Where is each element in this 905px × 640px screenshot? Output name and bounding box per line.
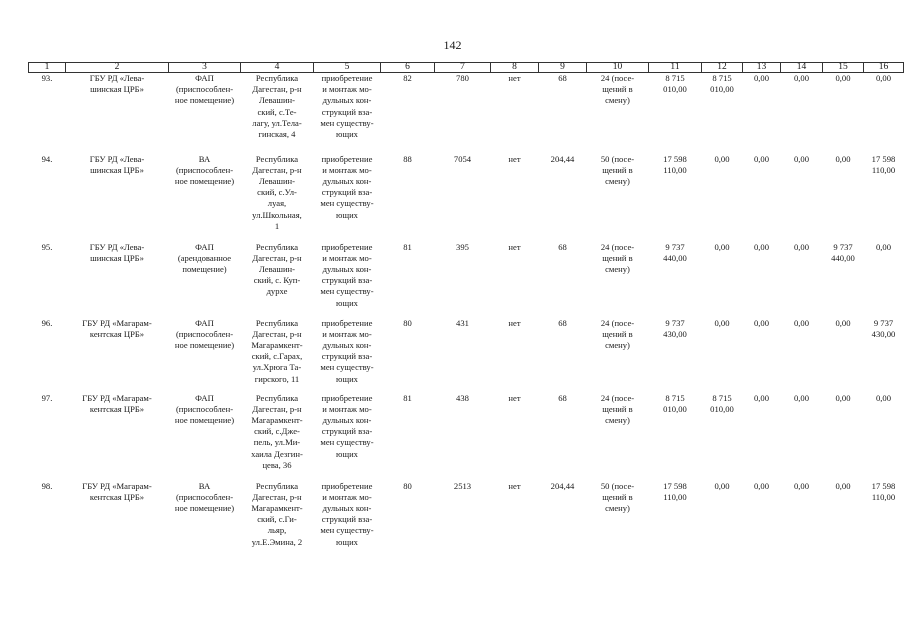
c15-value-line: 0,00: [835, 317, 851, 328]
capacity-line: 24 (посе-: [600, 317, 635, 328]
c12-value-line: 010,00: [710, 84, 734, 95]
facility-type-line: ФАП: [195, 73, 214, 83]
header-row: [29, 63, 904, 73]
capacity-cell: [587, 393, 649, 481]
column-header-5: 5: [314, 63, 381, 73]
capacity-line: щений в: [602, 164, 633, 175]
c6-value-cell: 88: [403, 153, 412, 164]
action-line: приобретение: [321, 392, 373, 403]
address-cell: [241, 393, 314, 481]
address-line: пель, ул.Ми-: [253, 437, 301, 448]
action-line: струкций вза-: [321, 514, 373, 525]
c11-value-cell: [649, 154, 702, 242]
page-number: 142: [443, 38, 462, 52]
capacity-cell: [587, 242, 649, 318]
capacity-line: щений в: [602, 403, 633, 414]
capacity-line: 24 (посе-: [600, 241, 635, 252]
c6-value-cell: 81: [403, 392, 412, 403]
row-number-cell: 94.: [41, 153, 53, 164]
column-header-8: 8: [491, 63, 539, 73]
c11-value-line: 110,00: [663, 164, 687, 175]
address-line: Республика: [255, 241, 299, 252]
c12-value-line: 8 715: [712, 73, 732, 83]
registry-table: [28, 62, 904, 563]
action-cell: [314, 73, 381, 154]
organization-line: шинская ЦРБ»: [90, 84, 144, 95]
address-line: ул.Школьная,: [252, 209, 302, 220]
facility-type-line: (приспособлен-: [175, 403, 234, 414]
address-line: Левашин-: [258, 175, 296, 186]
c15-value-line: 0,00: [835, 480, 851, 491]
action-cell: [314, 242, 381, 318]
address-line: гирского, 11: [254, 373, 300, 384]
action-line: и монтаж мо-: [322, 491, 372, 502]
action-line: мен существу-: [320, 117, 374, 128]
c15-value-cell: [823, 481, 864, 563]
action-line: дульных кон-: [322, 339, 372, 350]
c11-value-cell: [649, 73, 702, 154]
c12-value-line: 0,00: [714, 241, 730, 252]
c12-value-cell: [702, 393, 743, 481]
c13-value-line: 0,00: [753, 392, 770, 403]
c11-value-line: 9 737: [665, 241, 685, 252]
action-line: и монтаж мо-: [322, 252, 372, 263]
address-line: ский, с.Дже-: [254, 426, 300, 437]
c14-value-line: 0,00: [793, 73, 810, 83]
organization-line: кентская ЦРБ»: [89, 328, 145, 339]
c8-value-cell: нет: [508, 73, 521, 83]
capacity-line: 24 (посе-: [600, 392, 635, 403]
facility-type-line: помещение): [182, 263, 227, 274]
action-line: ющих: [336, 373, 358, 384]
facility-type-line: ное помещение): [174, 175, 235, 186]
address-line: Магарамкент-: [251, 414, 303, 425]
action-line: ющих: [336, 536, 358, 547]
c9-value-cell: 68: [558, 392, 567, 403]
capacity-line: щений в: [602, 491, 633, 502]
action-line: приобретение: [321, 153, 373, 164]
action-line: дульных кон-: [322, 502, 372, 513]
action-line: приобретение: [321, 73, 373, 83]
c6-value-cell: 82: [403, 73, 412, 83]
c13-value-line: 0,00: [753, 317, 770, 328]
facility-type-line: ное помещение): [174, 502, 235, 513]
organization-line: ГБУ РД «Магарам-: [82, 317, 152, 328]
facility-type-cell: [169, 242, 241, 318]
action-line: мен существу-: [320, 525, 374, 536]
column-header-14: 14: [781, 63, 823, 73]
address-line: льяр,: [267, 525, 287, 536]
column-header-13: 13: [743, 63, 781, 73]
c15-value-cell: [823, 318, 864, 393]
c14-value-cell: [781, 318, 823, 393]
c6-value-cell: 81: [403, 241, 412, 252]
row-number-cell: 95.: [41, 241, 53, 252]
facility-type-line: ВА: [198, 480, 211, 491]
c11-value-cell: [649, 318, 702, 393]
table-row: [29, 154, 904, 242]
action-line: и монтаж мо-: [322, 403, 372, 414]
capacity-line: 24 (посе-: [600, 73, 635, 83]
column-header-1: 1: [29, 63, 66, 73]
address-line: Дагестан, р-н: [252, 403, 302, 414]
action-cell: [314, 481, 381, 563]
organization-line: ГБУ РД «Магарам-: [82, 392, 152, 403]
organization-line: ГБУ РД «Лева-: [89, 73, 145, 83]
c7-value-cell: 438: [456, 392, 469, 403]
action-line: струкций вза-: [321, 426, 373, 437]
c16-value-cell: [864, 318, 904, 393]
capacity-line: смену): [605, 502, 630, 513]
address-line: ул.Хрюга Та-: [252, 362, 302, 373]
action-line: и монтаж мо-: [322, 328, 372, 339]
row-number-cell: 98.: [41, 480, 53, 491]
column-header-11: 11: [649, 63, 702, 73]
c12-value-cell: [702, 318, 743, 393]
c16-value-line: 9 737: [873, 317, 894, 328]
column-header-3: 3: [169, 63, 241, 73]
column-header-10: 10: [587, 63, 649, 73]
c11-value-cell: [649, 393, 702, 481]
c11-value-line: 010,00: [663, 403, 687, 414]
address-line: Республика: [255, 73, 299, 83]
capacity-line: щений в: [602, 328, 633, 339]
organization-line: ГБУ РД «Лева-: [89, 241, 145, 252]
action-line: дульных кон-: [322, 414, 372, 425]
facility-type-line: ное помещение): [174, 339, 235, 350]
organization-line: ГБУ РД «Лева-: [89, 153, 145, 164]
c13-value-line: 0,00: [753, 241, 770, 252]
capacity-line: смену): [605, 414, 630, 425]
c11-value-cell: [649, 481, 702, 563]
facility-type-line: (приспособлен-: [175, 491, 234, 502]
table-row: [29, 318, 904, 393]
capacity-cell: [587, 73, 649, 154]
c7-value-cell: 7054: [453, 153, 472, 164]
c13-value-line: 0,00: [753, 73, 770, 83]
c11-value-line: 430,00: [663, 328, 687, 339]
action-line: дульных кон-: [322, 175, 372, 186]
c14-value-cell: [781, 393, 823, 481]
c11-value-line: 8 715: [665, 392, 685, 403]
c14-value-cell: [781, 481, 823, 563]
c12-value-line: 0,00: [714, 480, 730, 491]
organization-line: ГБУ РД «Магарам-: [82, 480, 152, 491]
capacity-cell: [587, 318, 649, 393]
action-line: приобретение: [321, 480, 373, 491]
address-line: Дагестан, р-н: [252, 164, 302, 175]
facility-type-line: ное помещение): [174, 95, 235, 106]
c7-value-cell: 2513: [453, 480, 472, 491]
action-line: струкций вза-: [321, 106, 373, 117]
organization-cell: [66, 393, 169, 481]
c12-value-line: 8 715: [712, 392, 732, 403]
action-cell: [314, 154, 381, 242]
c8-value-cell: нет: [508, 153, 521, 164]
c13-value-cell: [743, 318, 781, 393]
address-line: Левашин-: [258, 95, 296, 106]
facility-type-cell: [169, 393, 241, 481]
address-line: Республика: [255, 317, 299, 328]
c7-value-cell: 431: [456, 317, 469, 328]
action-line: мен существу-: [320, 437, 374, 448]
capacity-line: 50 (посе-: [600, 480, 635, 491]
action-line: струкций вза-: [321, 351, 373, 362]
c11-value-line: 17 598: [663, 480, 687, 491]
c8-value-cell: нет: [508, 317, 521, 328]
address-line: ский, с.Ги-: [257, 514, 297, 525]
c8-value-cell: нет: [508, 241, 521, 252]
c11-value-line: 9 737: [665, 317, 685, 328]
facility-type-line: ное помещение): [174, 414, 235, 425]
address-line: ул.Е.Эмина, 2: [251, 536, 303, 547]
c14-value-line: 0,00: [793, 480, 810, 491]
organization-cell: [66, 154, 169, 242]
c16-value-line: 110,00: [871, 164, 896, 175]
facility-type-cell: [169, 73, 241, 154]
c15-value-line: 0,00: [835, 73, 851, 83]
facility-type-line: (приспособлен-: [175, 84, 234, 95]
action-cell: [314, 393, 381, 481]
address-line: ский, с. Куп-: [253, 275, 301, 286]
c12-value-cell: [702, 73, 743, 154]
facility-type-cell: [169, 154, 241, 242]
address-line: хаила Дезгин-: [251, 448, 303, 459]
c12-value-line: 0,00: [714, 153, 730, 164]
c13-value-cell: [743, 481, 781, 563]
organization-line: шинская ЦРБ»: [90, 164, 144, 175]
c8-value-cell: нет: [508, 392, 521, 403]
row-number-cell: 97.: [41, 392, 53, 403]
address-line: Дагестан, р-н: [252, 491, 302, 502]
organization-cell: [66, 318, 169, 393]
address-line: гинская, 4: [258, 129, 296, 140]
facility-type-line: ФАП: [195, 317, 214, 328]
c8-value-cell: нет: [508, 480, 521, 491]
action-line: ющих: [336, 129, 358, 140]
c9-value-cell: 68: [558, 73, 567, 83]
c11-value-cell: [649, 242, 702, 318]
capacity-line: смену): [605, 263, 630, 274]
address-line: ский, с.Те-: [257, 106, 297, 117]
c11-value-line: 110,00: [663, 491, 687, 502]
c12-value-line: 0,00: [714, 317, 730, 328]
row-number-cell: 96.: [41, 317, 53, 328]
c16-value-cell: [864, 481, 904, 563]
c11-value-line: 8 715: [665, 73, 685, 83]
column-header-15: 15: [823, 63, 864, 73]
address-cell: [241, 73, 314, 154]
address-line: Дагестан, р-н: [252, 84, 302, 95]
c12-value-cell: [702, 242, 743, 318]
action-line: приобретение: [321, 241, 373, 252]
address-line: Левашин-: [258, 263, 296, 274]
organization-line: кентская ЦРБ»: [89, 403, 145, 414]
c16-value-cell: [864, 73, 904, 154]
c16-value-cell: [864, 154, 904, 242]
c11-value-line: 010,00: [663, 84, 687, 95]
action-line: мен существу-: [320, 362, 374, 373]
c12-value-cell: [702, 481, 743, 563]
address-line: ский, с.Гарах,: [251, 351, 303, 362]
facility-type-line: (арендованное: [177, 252, 232, 263]
c15-value-cell: [823, 154, 864, 242]
c11-value-line: 440,00: [663, 252, 687, 263]
column-header-7: 7: [435, 63, 491, 73]
action-line: ющих: [336, 297, 358, 308]
column-header-6: 6: [381, 63, 435, 73]
column-header-2: 2: [66, 63, 169, 73]
c16-value-cell: [864, 242, 904, 318]
table-row: [29, 73, 904, 154]
address-line: цева, 36: [262, 459, 292, 470]
organization-cell: [66, 242, 169, 318]
c12-value-cell: [702, 154, 743, 242]
c14-value-line: 0,00: [793, 153, 810, 164]
action-line: струкций вза-: [321, 275, 373, 286]
c14-value-cell: [781, 154, 823, 242]
table-row: [29, 242, 904, 318]
action-line: дульных кон-: [322, 95, 372, 106]
facility-type-cell: [169, 318, 241, 393]
organization-cell: [66, 73, 169, 154]
action-cell: [314, 318, 381, 393]
table-body: [29, 73, 904, 563]
address-line: лагу, ул.Тела-: [252, 117, 302, 128]
capacity-line: 50 (посе-: [600, 153, 635, 164]
action-line: струкций вза-: [321, 187, 373, 198]
c7-value-cell: 780: [456, 73, 469, 83]
facility-type-line: ФАП: [195, 241, 214, 252]
capacity-cell: [587, 481, 649, 563]
address-cell: [241, 154, 314, 242]
address-line: Магарамкент-: [251, 339, 303, 350]
c6-value-cell: 80: [403, 480, 412, 491]
address-line: Республика: [255, 480, 299, 491]
action-line: ющих: [336, 209, 358, 220]
table-row: [29, 393, 904, 481]
table-row: [29, 481, 904, 563]
c9-value-cell: 204,44: [550, 480, 575, 491]
c11-value-line: 17 598: [663, 153, 687, 164]
address-cell: [241, 481, 314, 563]
address-line: Республика: [255, 153, 299, 164]
address-line: 1: [274, 220, 280, 231]
capacity-line: смену): [605, 339, 630, 350]
c15-value-line: 0,00: [835, 153, 851, 164]
c16-value-line: 0,00: [875, 241, 892, 252]
c13-value-line: 0,00: [753, 153, 770, 164]
c15-value-cell: [823, 73, 864, 154]
address-line: Дагестан, р-н: [252, 252, 302, 263]
capacity-line: смену): [605, 175, 630, 186]
c9-value-cell: 68: [558, 241, 567, 252]
c15-value-cell: [823, 393, 864, 481]
c16-value-line: 17 598: [871, 153, 896, 164]
c14-value-line: 0,00: [793, 392, 810, 403]
c13-value-cell: [743, 73, 781, 154]
c13-value-cell: [743, 393, 781, 481]
c14-value-line: 0,00: [793, 317, 810, 328]
c14-value-cell: [781, 242, 823, 318]
facility-type-line: (приспособлен-: [175, 164, 234, 175]
action-line: дульных кон-: [322, 263, 372, 274]
action-line: и монтаж мо-: [322, 164, 372, 175]
c9-value-cell: 204,44: [550, 153, 575, 164]
c12-value-line: 010,00: [710, 403, 734, 414]
c16-value-line: 0,00: [875, 392, 892, 403]
capacity-line: щений в: [602, 84, 633, 95]
column-header-12: 12: [702, 63, 743, 73]
c7-value-cell: 395: [456, 241, 469, 252]
organization-cell: [66, 481, 169, 563]
c15-value-line: 440,00: [831, 252, 855, 263]
c13-value-line: 0,00: [753, 480, 770, 491]
capacity-cell: [587, 154, 649, 242]
facility-type-line: ФАП: [195, 392, 214, 403]
facility-type-cell: [169, 481, 241, 563]
c13-value-cell: [743, 154, 781, 242]
address-line: Республика: [255, 392, 299, 403]
address-line: ский, с.Ул-: [257, 187, 297, 198]
organization-line: шинская ЦРБ»: [90, 252, 144, 263]
c15-value-line: 9 737: [833, 241, 853, 252]
action-line: мен существу-: [320, 286, 374, 297]
facility-type-line: ВА: [198, 153, 211, 164]
c14-value-cell: [781, 73, 823, 154]
c13-value-cell: [743, 242, 781, 318]
address-line: Дагестан, р-н: [252, 328, 302, 339]
c16-value-line: 0,00: [875, 73, 892, 83]
c6-value-cell: 80: [403, 317, 412, 328]
c16-value-line: 110,00: [871, 491, 896, 502]
action-line: приобретение: [321, 317, 373, 328]
address-line: дурхе: [266, 286, 288, 297]
address-cell: [241, 318, 314, 393]
facility-type-line: (приспособлен-: [175, 328, 234, 339]
action-line: ющих: [336, 448, 358, 459]
c14-value-line: 0,00: [793, 241, 810, 252]
row-number-cell: 93.: [41, 73, 53, 83]
c15-value-line: 0,00: [835, 392, 851, 403]
organization-line: кентская ЦРБ»: [89, 491, 145, 502]
capacity-line: смену): [605, 95, 630, 106]
capacity-line: щений в: [602, 252, 633, 263]
c15-value-cell: [823, 242, 864, 318]
c16-value-line: 430,00: [871, 328, 896, 339]
action-line: и монтаж мо-: [322, 84, 372, 95]
c9-value-cell: 68: [558, 317, 567, 328]
address-line: Магарамкент-: [251, 502, 303, 513]
c16-value-line: 17 598: [871, 480, 896, 491]
column-header-9: 9: [539, 63, 587, 73]
column-header-4: 4: [241, 63, 314, 73]
column-header-16: 16: [864, 63, 904, 73]
address-cell: [241, 242, 314, 318]
address-line: луая,: [267, 198, 287, 209]
c16-value-cell: [864, 393, 904, 481]
action-line: мен существу-: [320, 198, 374, 209]
